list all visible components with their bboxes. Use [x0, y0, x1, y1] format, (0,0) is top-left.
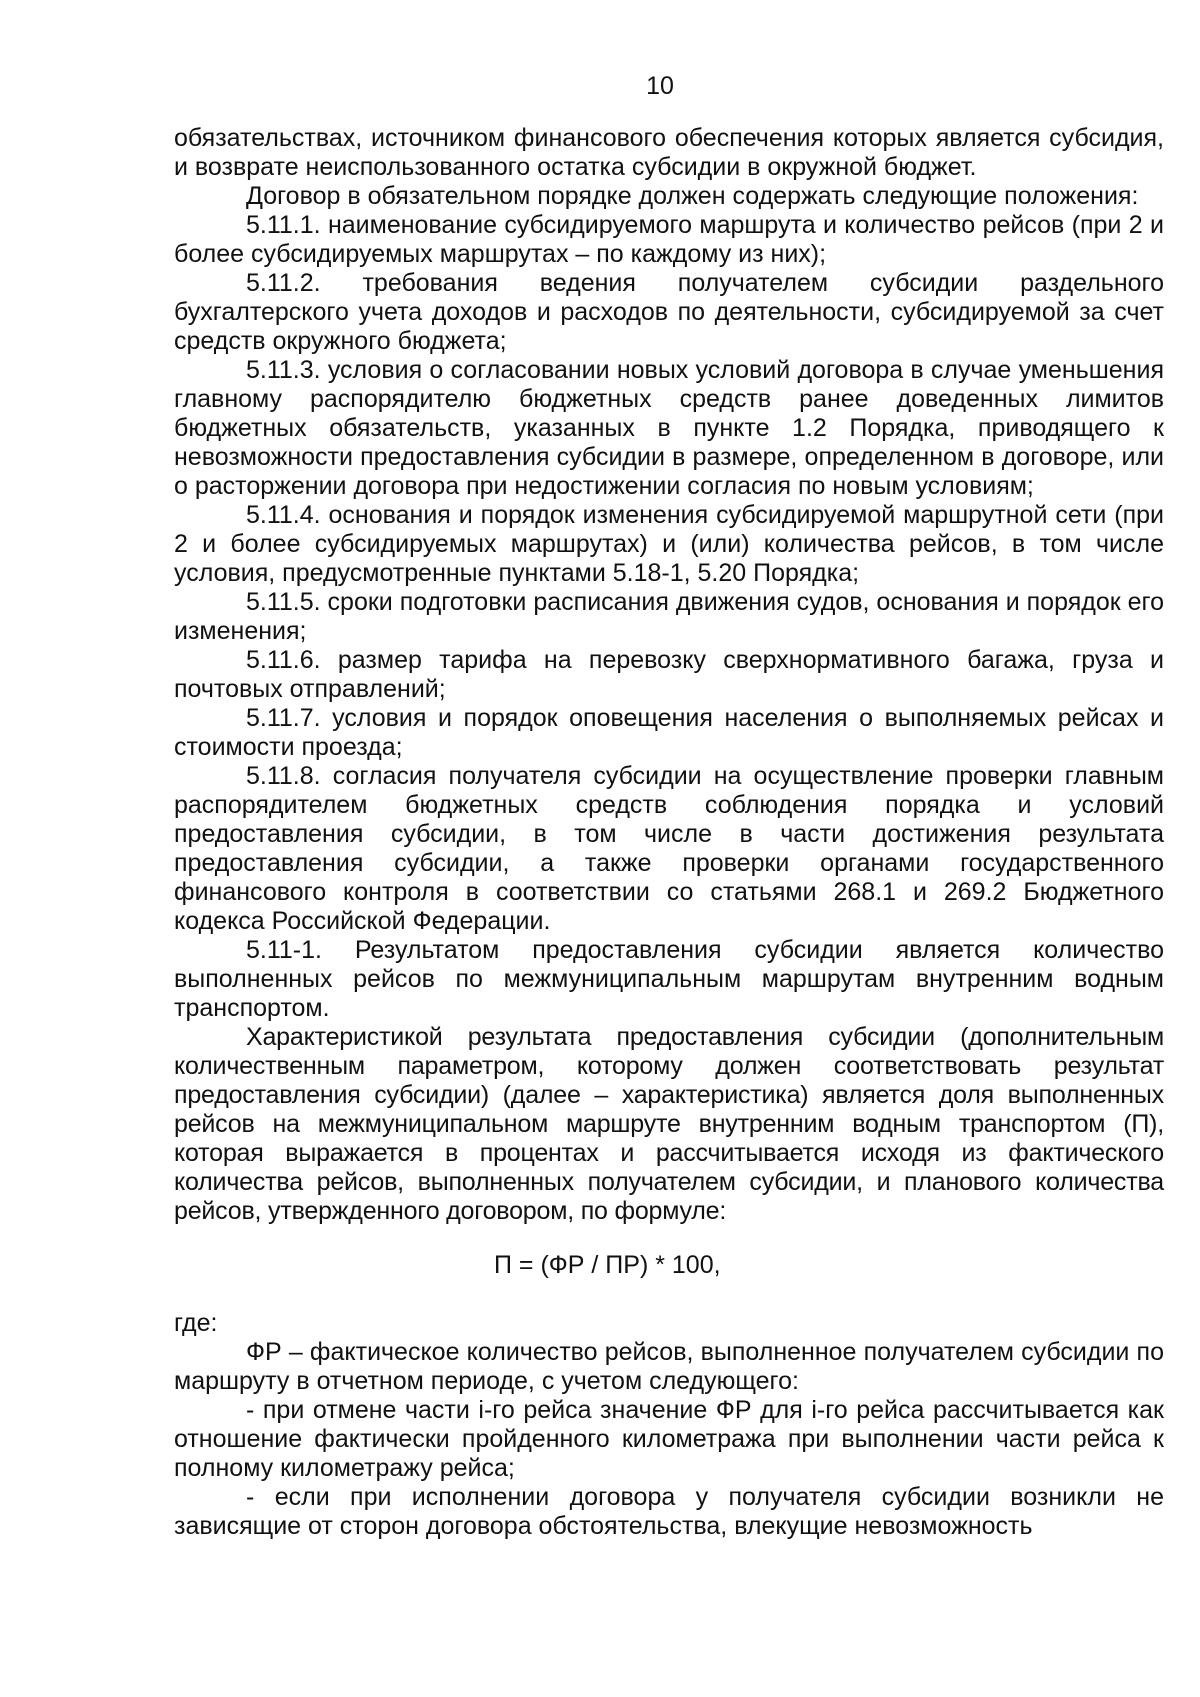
definition-fr: ФР – фактическое количество рейсов, выполненное получателем субсидии по маршруту в отчетном периоде, с учетом следующего:	[174, 1338, 1164, 1395]
paragraph-continuation: обязательствах, источником финансового обеспечения которых является субсидия, и возврате неиспользованного остатка субсидии в окружной бюджет.	[174, 124, 1164, 181]
paragraph-characteristic: Характеристикой результата предоставления субсидии (дополнительным количественным параметром, которому должен соответствовать результат предоставления субсидии) (далее – характеристика) является доля выполненных рейсов на межмуниципальном маршруте внутренним водным транспортом (П), которая выражается в процентах и рассчитывается исходя из фактического количества рейсов, выполненных получателем субсидии, и планового количества рейсов, утвержденного договором, по формуле:	[174, 1023, 1164, 1225]
clause-5-11-3: 5.11.3. условия о согласовании новых условий договора в случае уменьшения главному распорядителю бюджетных средств ранее доведенных лимитов бюджетных обязательств, указанных в пункте 1.2 Порядка, приводящего к невозможности предоставления субсидии в размере, определенном в договоре, или о расторжении договора при недостижении согласия по новым условиям;	[174, 356, 1164, 500]
clause-5-11-7: 5.11.7. условия и порядок оповещения населения о выполняемых рейсах и стоимости проезда;	[174, 704, 1164, 761]
clause-5-11-1: 5.11.1. наименование субсидируемого маршрута и количество рейсов (при 2 и более субсидируемых маршрутах – по каждому из них);	[174, 211, 1164, 268]
definition-partial-trip: - при отмене части i-го рейса значение ФР для i-го рейса рассчитывается как отношение фактически пройденного километража при выполнении части рейса к полному километражу рейса;	[174, 1396, 1164, 1482]
document-body	[174, 124, 1164, 1541]
definition-force-majeure: - если при исполнении договора у получателя субсидии возникли не зависящие от сторон договора обстоятельства, влекущие невозможность	[174, 1483, 1164, 1540]
formula: П = (ФР / ПР) * 100,	[494, 1251, 721, 1279]
clause-5-11-5: 5.11.5. сроки подготовки расписания движения судов, основания и порядок его изменения;	[174, 588, 1164, 645]
where-label: где:	[174, 1309, 218, 1337]
paragraph-contract-provisions: Договор в обязательном порядке должен содержать следующие положения:	[246, 182, 1139, 210]
clause-5-11-1-result: 5.11-1. Результатом предоставления субсидии является количество выполненных рейсов по межмуниципальным маршрутам внутренним водным транспортом.	[174, 936, 1164, 1022]
clause-5-11-4: 5.11.4. основания и порядок изменения субсидируемой маршрутной сети (при 2 и более субсидируемых маршрутах) и (или) количества рейсов, в том числе условия, предусмотренные пунктами 5.18-1, 5.20 Порядка;	[174, 501, 1164, 587]
clause-5-11-8: 5.11.8. согласия получателя субсидии на осуществление проверки главным распорядителем бюджетных средств соблюдения порядка и условий предоставления субсидии, в том числе в части достижения результата предоставления субсидии, а также проверки органами государственного финансового контроля в соответствии со статьями 268.1 и 269.2 Бюджетного кодекса Российской Федерации.	[174, 762, 1164, 935]
clause-5-11-2: 5.11.2. требования ведения получателем субсидии раздельного бухгалтерского учета доходов и расходов по деятельности, субсидируемой за счет средств окружного бюджета;	[174, 269, 1164, 355]
page-number: 10	[646, 72, 674, 100]
clause-5-11-6: 5.11.6. размер тарифа на перевозку сверхнормативного багажа, груза и почтовых отправлений;	[174, 646, 1164, 703]
